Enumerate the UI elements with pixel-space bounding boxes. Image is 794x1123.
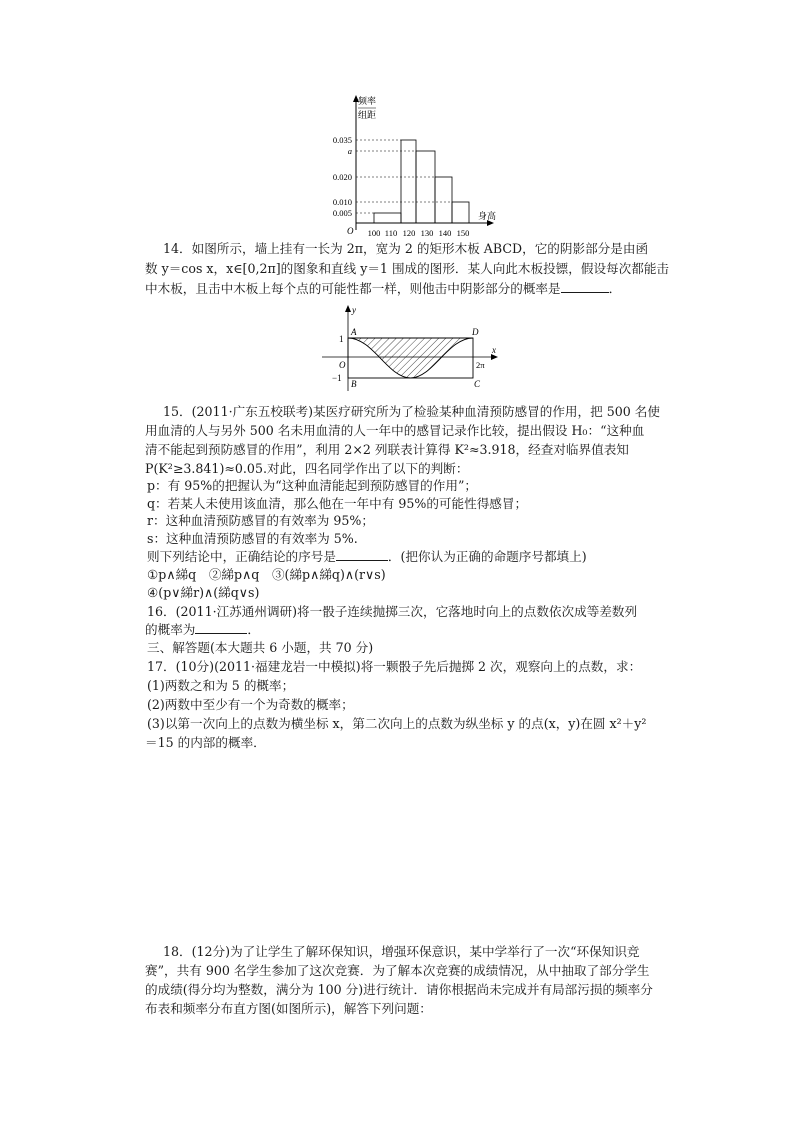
q14-line2: 数 y＝cos x，x∈[0,2π]的图象和直线 y＝1 围成的图形．某人向此木板投镖，假设每次都能击 xyxy=(145,261,670,276)
q15-ask xyxy=(147,548,587,566)
q15-line2: 用血清的人与另外 500 名未用血清的人一年中的感冒记录作比较，提出假设 H₀：“这种血 xyxy=(145,423,645,438)
q17-line1: 17．(10分)(2011·福建龙岩一中模拟)将一颗骰子先后抛掷 2 次，观察向上的点数，求： xyxy=(147,659,642,674)
q15-q: q：若某人未使用该血清，那么他在一年中有 95%的可能性得感冒； xyxy=(147,496,528,511)
q16-line2-end: ． xyxy=(247,622,260,637)
y-label-bottom: 组距 xyxy=(358,110,377,120)
q15-line1: 15．(2011·广东五校联考)某医疗研究所为了检验某种血清预防感冒的作用，把 500 名使 xyxy=(163,404,660,419)
label-A: A xyxy=(351,327,357,337)
x-tick-130: 130 xyxy=(420,228,434,238)
y-tick-0.010: 0.010 xyxy=(332,197,352,207)
q16-answer-blank[interactable] xyxy=(195,621,247,634)
x-tick-100: 100 xyxy=(367,228,381,238)
bar-120-130 xyxy=(416,151,435,223)
y-tick-0.020: 0.020 xyxy=(332,172,352,182)
y-label-top: 频率 xyxy=(358,96,377,106)
label-y: y xyxy=(352,305,356,315)
y-tick-a: a xyxy=(347,146,352,156)
q14-answer-blank[interactable] xyxy=(561,280,609,293)
label-2pi: 2π xyxy=(476,360,485,370)
q15-answer-blank[interactable] xyxy=(336,548,388,561)
bar-130-140 xyxy=(435,177,452,223)
q14-line3-text: 中木板，且击中木板上每个点的可能性都一样，则他击中阴影部分的概率是 xyxy=(145,281,561,296)
label-neg1: −1 xyxy=(332,373,342,383)
bar-110-120 xyxy=(401,140,416,223)
q15-p: p：有 95%的把握认为“这种血清能起到预防感冒的作用”； xyxy=(147,478,477,493)
q17-part1: (1)两数之和为 5 的概率； xyxy=(147,678,295,693)
label-x: x xyxy=(492,345,496,355)
label-C: C xyxy=(474,379,481,389)
q17-part3: (3)以第一次向上的点数为横坐标 x，第二次向上的点数为纵坐标 y 的点(x，y)在圆 x²＋y² xyxy=(147,716,647,731)
q15-ask-text: 则下列结论中，正确结论的序号是 xyxy=(147,549,336,564)
q17-part2: (2)两数中至少有一个为奇数的概率； xyxy=(147,697,354,712)
height-histogram xyxy=(318,92,498,242)
q16-line2-text: 的概率为 xyxy=(145,622,196,637)
q15-s: s：这种血清预防感冒的有效率为 5%. xyxy=(147,531,358,546)
q15-options1: ①p∧綈q ②綈p∧q ③(綈p∧綈q)∧(r∨s) xyxy=(147,567,386,582)
q14-line1: 14．如图所示，墙上挂有一长为 2π，宽为 2 的矩形木板 ABCD，它的阴影部分是由函 xyxy=(163,241,649,256)
q14-line3-end: ． xyxy=(608,281,622,296)
x-tick-150: 150 xyxy=(456,228,470,238)
x-axis-label: 身高 xyxy=(478,211,497,221)
label-1: 1 xyxy=(339,334,344,344)
y-tick-0.035: 0.035 xyxy=(332,135,352,145)
q15-line3: 清不能起到预防感冒的作用”，利用 2×2 列联表计算得 K²≈3.918，经查对临界值表知 xyxy=(145,442,629,457)
label-B: B xyxy=(351,379,357,389)
q16-line2 xyxy=(145,621,260,639)
q18-line4: 布表和频率分布直方图(如图所示)，解答下列问题： xyxy=(145,1001,432,1016)
q18-line2: 赛”，共有 900 名学生参加了这次竞赛．为了解本次竞赛的成绩情况，从中抽取了部分学生 xyxy=(145,963,650,978)
x-tick-140: 140 xyxy=(438,228,452,238)
label-O: O xyxy=(339,360,346,370)
q15-ask-end: ．(把你认为正确的命题序号都填上) xyxy=(387,549,587,564)
q14-line3 xyxy=(145,280,621,298)
y-tick-0.005: 0.005 xyxy=(332,208,352,218)
label-D: D xyxy=(472,327,479,337)
cos-board-figure xyxy=(318,303,508,395)
shaded-region xyxy=(348,338,473,378)
origin-label: O xyxy=(347,226,354,236)
x-tick-110: 110 xyxy=(384,228,398,238)
q16-line1: 16．(2011·江苏通州调研)将一骰子连续抛掷三次，它落地时向上的点数依次成等差数列 xyxy=(147,604,638,619)
section-3-heading: 三、解答题(本大题共 6 小题，共 70 分) xyxy=(147,640,374,655)
q18-line1: 18．(12分)为了让学生了解环保知识，增强环保意识，某中学举行了一次“环保知识竞 xyxy=(163,944,640,959)
q17-part3-cont: ＝15 的内部的概率． xyxy=(145,735,266,750)
q15-options2: ④(p∨綈r)∧(綈q∨s) xyxy=(147,585,260,600)
q15-line4: P(K²≥3.841)≈0.05.对此，四名同学作出了以下的判断： xyxy=(145,461,469,476)
q18-line3: 的成绩(得分均为整数，满分为 100 分)进行统计．请你根据尚未完成并有局部污损的频率分 xyxy=(145,982,653,997)
bar-100-110 xyxy=(374,213,401,223)
bar-140-150 xyxy=(452,202,469,223)
q15-r: r：这种血清预防感冒的有效率为 95%； xyxy=(147,513,374,528)
y-arrow xyxy=(345,305,351,312)
x-tick-120: 120 xyxy=(402,228,416,238)
